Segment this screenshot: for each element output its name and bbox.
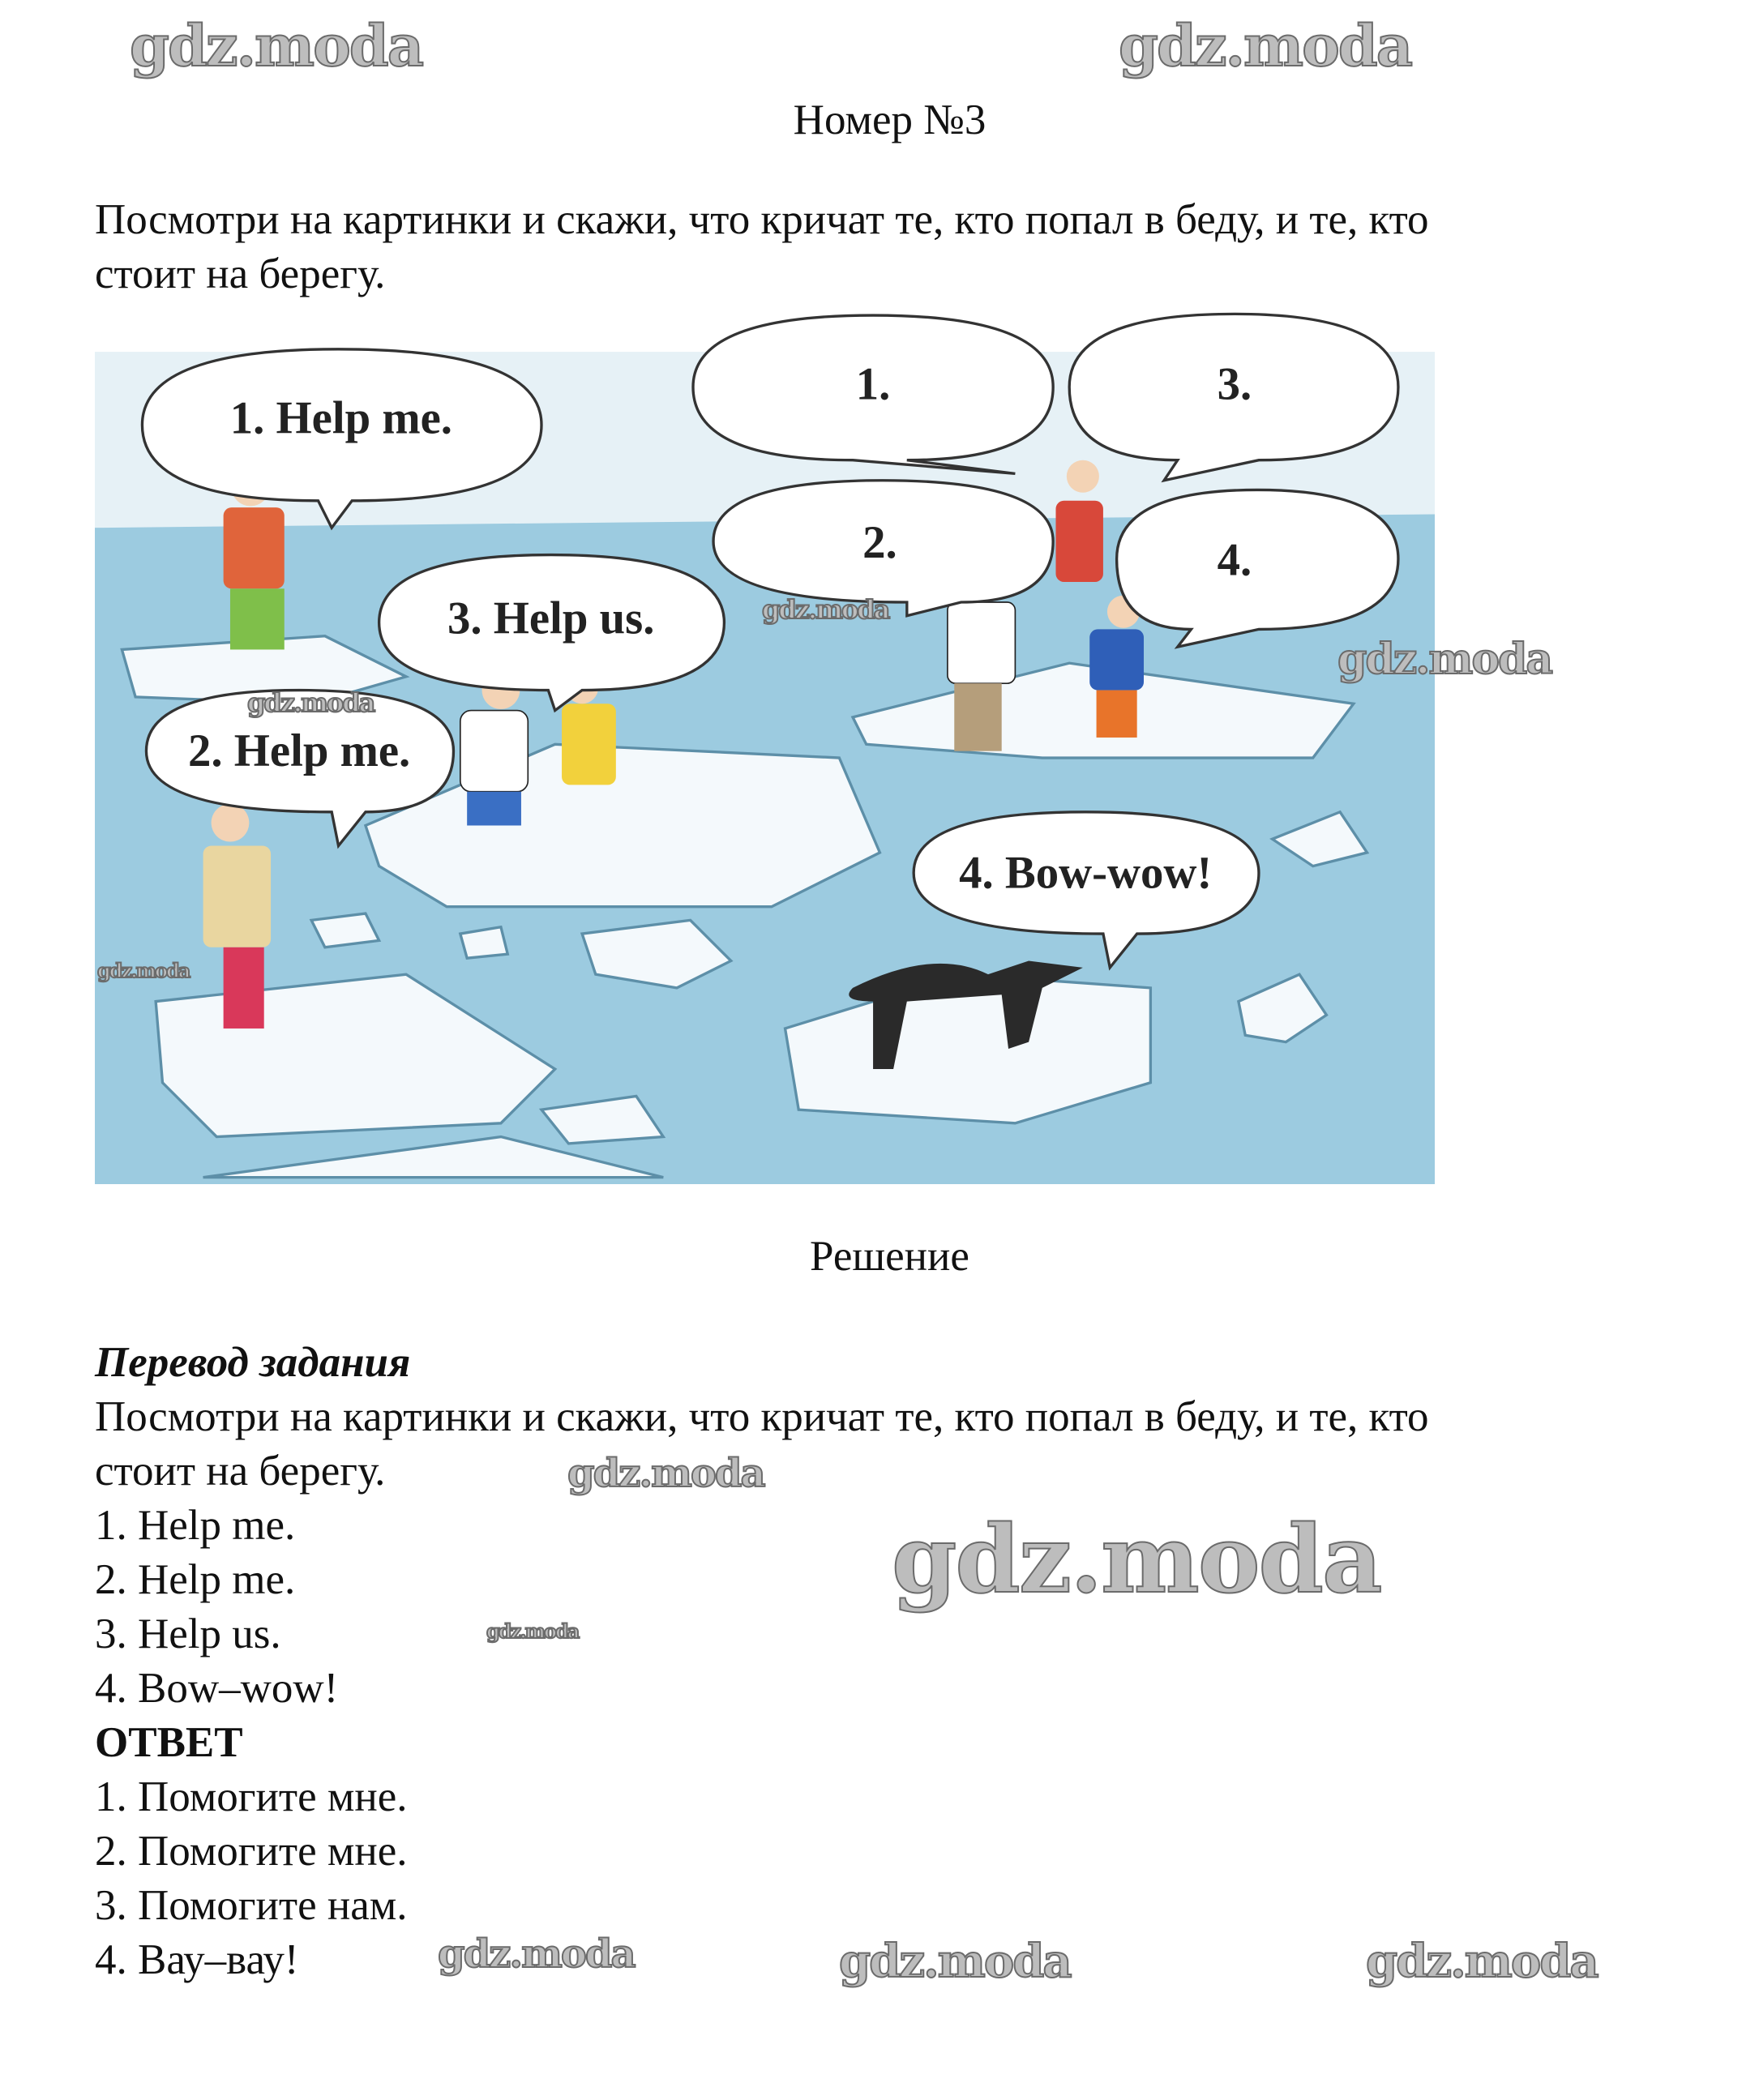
empty-bubble-2: 2. bbox=[862, 516, 897, 568]
answer-line-3: 3. Помогите нам. bbox=[95, 1882, 408, 1929]
english-line-4: 4. Bow–wow! bbox=[95, 1665, 339, 1712]
watermark: gdz.moda bbox=[567, 1451, 764, 1496]
bubble-3-help-us: 3. Help us. bbox=[447, 592, 655, 644]
bubble-1-help-me: 1. Help me. bbox=[229, 392, 453, 444]
watermark: gdz.moda bbox=[130, 12, 423, 79]
answer-line-4: 4. Вау–вау! bbox=[95, 1936, 299, 1983]
watermark: gdz.moda bbox=[892, 1505, 1381, 1615]
watermark: gdz.moda bbox=[247, 687, 374, 718]
bubble-2-help-me: 2. Help me. bbox=[187, 725, 411, 777]
answer-line-2: 2. Помогите мне. bbox=[95, 1828, 408, 1875]
english-line-2: 2. Help me. bbox=[95, 1556, 296, 1603]
watermark: gdz.moda bbox=[438, 1931, 635, 1977]
exercise-illustration bbox=[95, 311, 1435, 1184]
watermark: gdz.moda bbox=[1119, 12, 1412, 79]
translation-line2: стоит на берегу. bbox=[95, 1448, 386, 1495]
task-text-line1: Посмотри на картинки и скажи, что кричат те, кто попал в беду, и те, кто bbox=[95, 196, 1429, 243]
page-title: Номер №3 bbox=[793, 96, 986, 143]
watermark: gdz.moda bbox=[97, 959, 190, 982]
watermark: gdz.moda bbox=[1337, 635, 1552, 684]
watermark: gdz.moda bbox=[839, 1935, 1071, 1988]
empty-bubble-3: 3. bbox=[1217, 358, 1252, 410]
answer-heading: ОТВЕТ bbox=[95, 1719, 243, 1766]
solution-heading: Решение bbox=[810, 1233, 969, 1280]
translation-line1: Посмотри на картинки и скажи, что кричат те, кто попал в беду, и те, кто bbox=[95, 1393, 1429, 1440]
translation-heading: Перевод задания bbox=[95, 1339, 411, 1386]
watermark: gdz.moda bbox=[762, 594, 889, 625]
task-text-line2: стоит на берегу. bbox=[95, 250, 386, 297]
answer-line-1: 1. Помогите мне. bbox=[95, 1773, 408, 1820]
watermark: gdz.moda bbox=[1366, 1935, 1598, 1988]
bubble-4-bow-wow: 4. Bow-wow! bbox=[959, 847, 1213, 899]
english-line-3: 3. Help us. bbox=[95, 1610, 281, 1657]
english-line-1: 1. Help me. bbox=[95, 1502, 296, 1549]
empty-bubble-1: 1. bbox=[855, 358, 891, 410]
empty-bubble-4: 4. bbox=[1217, 534, 1252, 586]
watermark: gdz.moda bbox=[486, 1619, 579, 1643]
